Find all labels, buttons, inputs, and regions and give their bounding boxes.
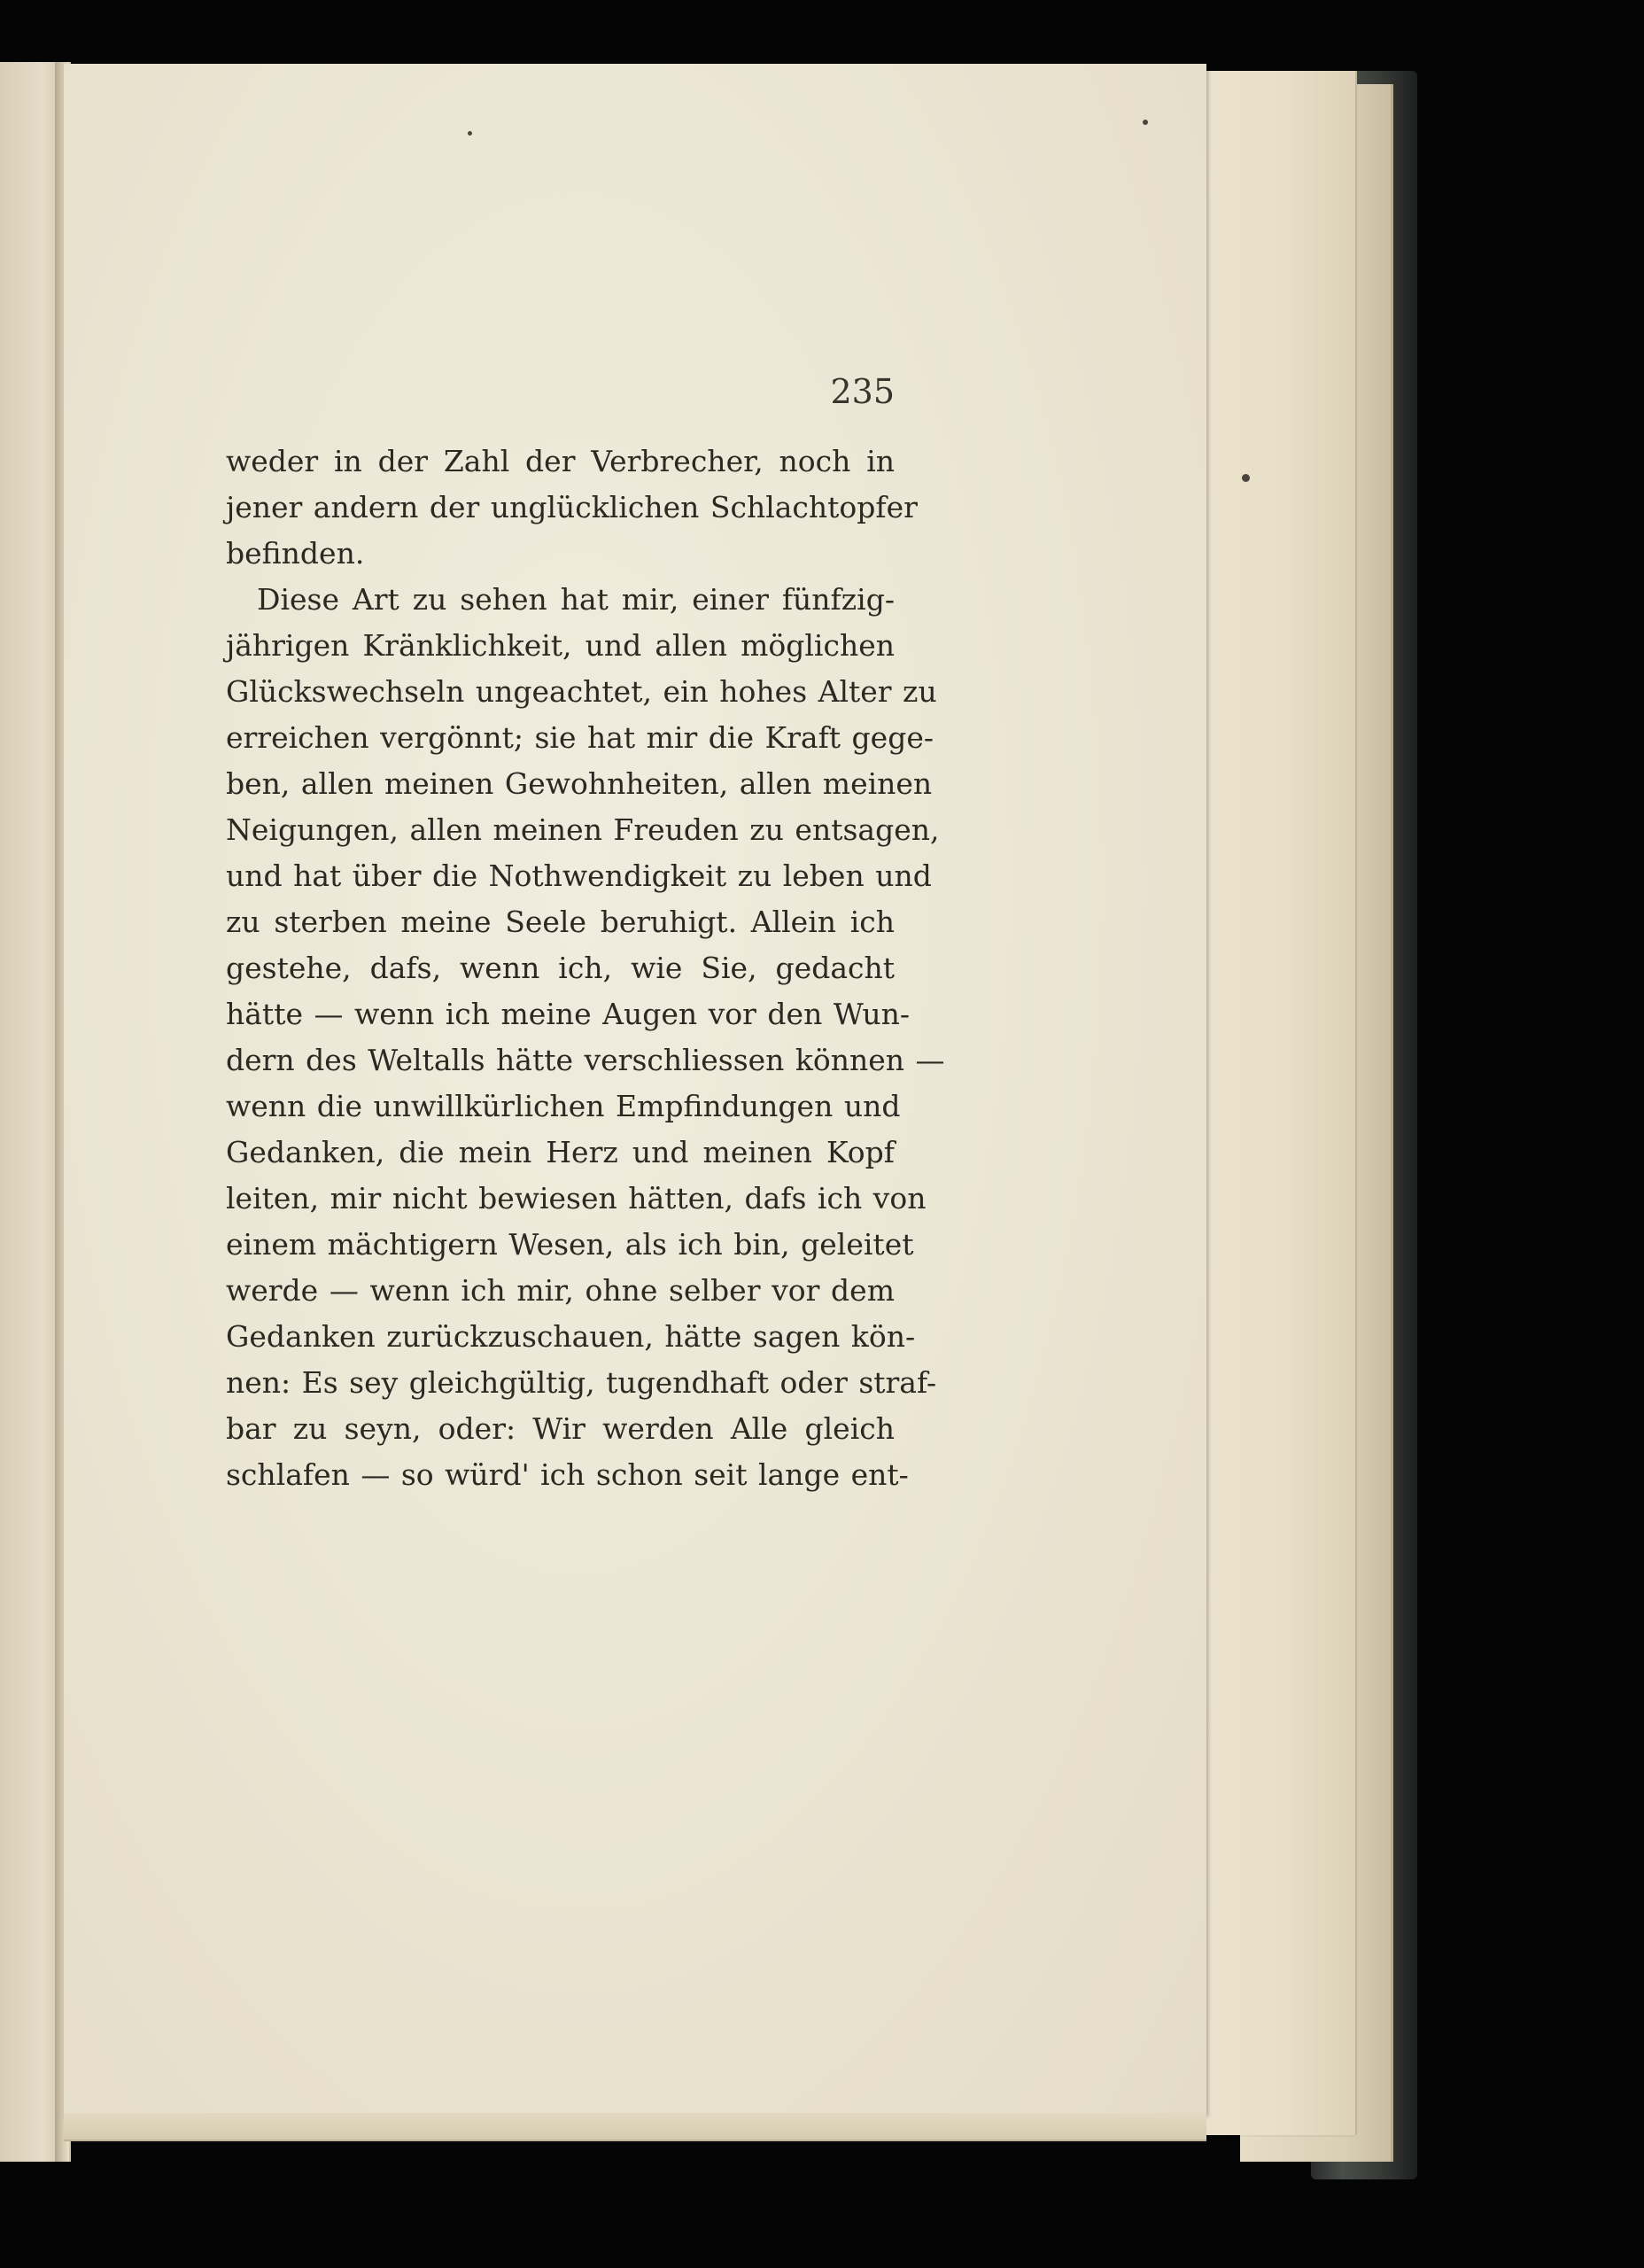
text-line: zu sterben meine Seele beruhigt. Allein ich [226,905,895,939]
text-line: gestehe, dafs, wenn ich, wie Sie, gedacht [226,951,895,985]
text-line: jener andern der unglücklichen Schlachtopfer [226,490,918,524]
text-line: Diese Art zu sehen hat mir, einer fünfzig- [257,582,895,617]
text-line: nen: Es sey gleichgültig, tugendhaft oder straf- [226,1365,937,1400]
paper-speck [1143,120,1148,125]
text-line: bar zu seyn, oder: Wir werden Alle gleich [226,1411,895,1446]
page-number: 235 [830,372,895,411]
body-text [226,439,945,1498]
text-line: weder in der Zahl der Verbrecher, noch in [226,444,895,478]
text-line: dern des Weltalls hätte verschliessen können — [226,1043,945,1077]
text-line: und hat über die Nothwendigkeit zu leben und [226,858,932,893]
text-line: schlafen — so würd' ich schon seit lange ent- [226,1457,909,1492]
paper-speck [468,131,472,136]
text-line: ben, allen meinen Gewohnheiten, allen meinen [226,766,933,801]
text-line: leiten, mir nicht bewiesen hätten, dafs ich von [226,1181,927,1216]
text-line: Neigungen, allen meinen Freuden zu entsagen, [226,812,940,847]
text-line: wenn die unwillkürlichen Empfindungen und [226,1089,901,1123]
text-line: Gedanken, die mein Herz und meinen Kopf [226,1135,895,1169]
text-line: Gedanken zurückzuschauen, hätte sagen kön- [226,1319,916,1354]
text-line: hätte — wenn ich meine Augen vor den Wun- [226,997,911,1031]
text-line: einem mächtigern Wesen, als ich bin, geleitet [226,1227,914,1262]
paper-speck [1242,474,1250,482]
text-line: Glückswechseln ungeachtet, ein hohes Alter zu [226,674,937,709]
text-line: jährigen Kränklichkeit, und allen möglichen [226,628,895,663]
text-line: erreichen vergönnt; sie hat mir die Kraft gege- [226,720,934,755]
text-line: werde — wenn ich mir, ohne selber vor dem [226,1273,895,1308]
text-line: befinden. [226,536,365,571]
